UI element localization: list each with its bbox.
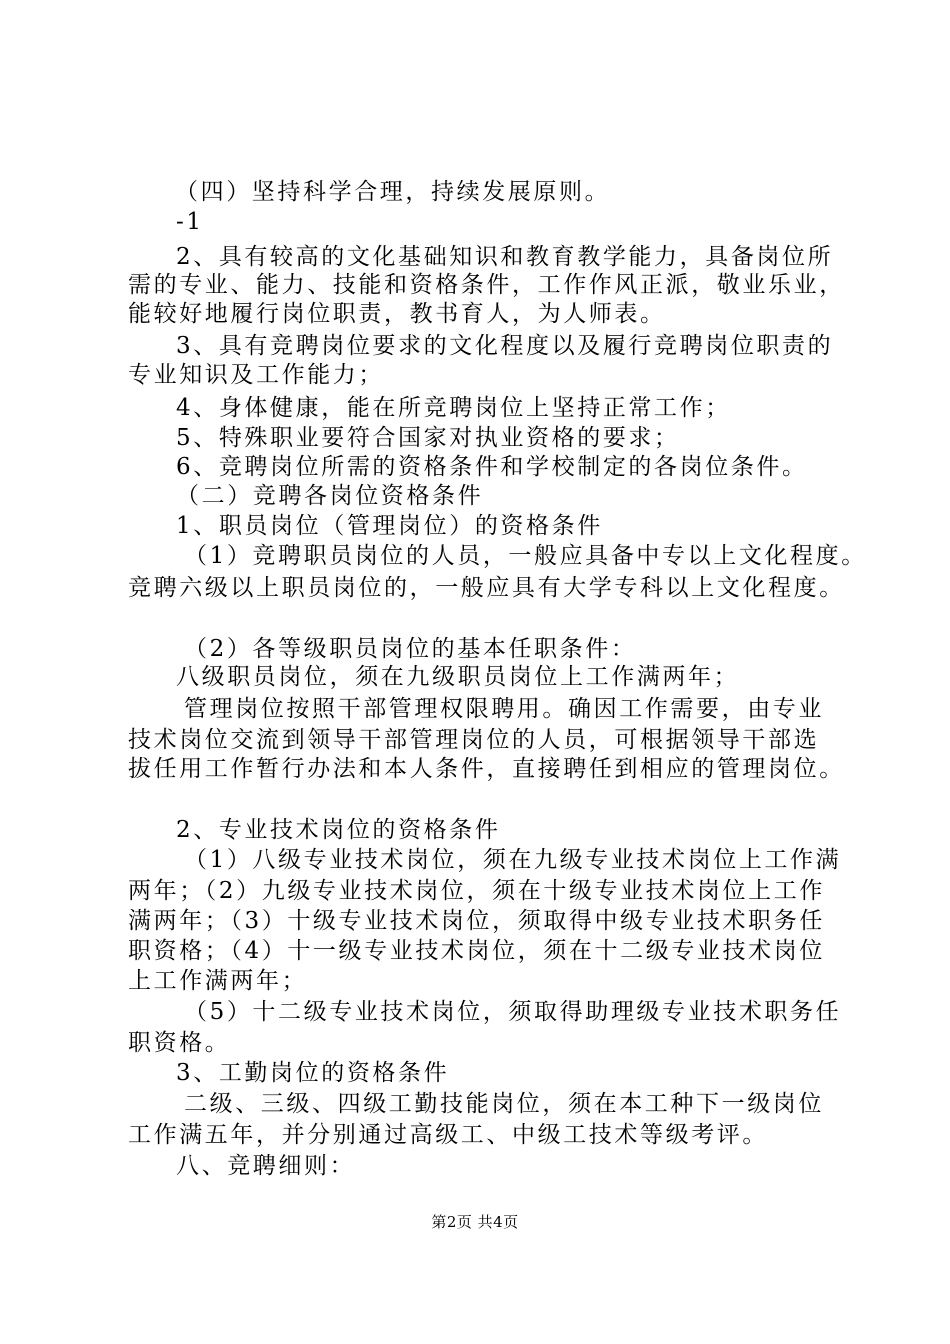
text-line: （5）十二级专业技术岗位，须取得助理级专业技术职务任 — [184, 999, 842, 1025]
text-line: 2、专业技术岗位的资格条件 — [176, 817, 501, 843]
text-line: 1、职员岗位（管理岗位）的资格条件 — [176, 513, 603, 539]
text-line: 工作满五年，并分别通过高级工、中级工技术等级考评。 — [128, 1122, 768, 1148]
text-line: （1）竞聘职员岗位的人员，一般应具备中专以上文化程度。 — [184, 543, 867, 569]
text-line: 2、具有较高的文化基础知识和教育教学能力，具备岗位所 — [176, 244, 834, 270]
text-line: 3、具有竞聘岗位要求的文化程度以及履行竞聘岗位职责的 — [176, 333, 834, 359]
text-line: 竞聘六级以上职员岗位的，一般应具有大学专科以上文化程度。 — [128, 575, 845, 601]
text-line: 4、身体健康，能在所竞聘岗位上坚持正常工作； — [176, 395, 731, 421]
text-line: 上工作满两年； — [128, 968, 308, 994]
text-line: （1）八级专业技术岗位，须在九级专业技术岗位上工作满 — [184, 847, 842, 873]
text-line: -1 — [176, 209, 204, 235]
text-line: 职资格。 — [128, 1030, 231, 1056]
text-line: （二）竞聘各岗位资格条件 — [176, 483, 484, 509]
text-line: 专业知识及工作能力； — [128, 362, 384, 388]
text-line: 职资格；（4）十一级专业技术岗位，须在十二级专业技术岗位 — [128, 938, 825, 964]
text-line: 3、工勤岗位的资格条件 — [176, 1060, 450, 1086]
text-line: 二级、三级、四级工勤技能岗位，须在本工种下一级岗位 — [184, 1091, 824, 1117]
text-line: 拔任用工作暂行办法和本人条件，直接聘任到相应的管理岗位。 — [128, 756, 845, 782]
text-line: （2）各等级职员岗位的基本任职条件： — [184, 636, 637, 662]
text-line: 两年；（2）九级专业技术岗位，须在十级专业技术岗位上工作 — [128, 878, 825, 904]
text-line: 八级职员岗位，须在九级职员岗位上工作满两年； — [176, 664, 740, 690]
page-number-footer: 第2页 共4页 — [431, 1213, 519, 1231]
text-line: 满两年；（3）十级专业技术岗位，须取得中级专业技术职务任 — [128, 908, 825, 934]
text-line: 八、竞聘细则： — [176, 1153, 356, 1179]
text-line: （四）坚持科学合理，持续发展原则。 — [175, 179, 611, 205]
text-line: 管理岗位按照干部管理权限聘用。确因工作需要，由专业 — [184, 696, 824, 722]
text-line: 6、竞聘岗位所需的资格条件和学校制定的各岗位条件。 — [176, 454, 808, 480]
text-line: 需的专业、能力、技能和资格条件，工作作风正派，敬业乐业， — [128, 272, 845, 298]
text-line: 5、特殊职业要符合国家对执业资格的要求； — [176, 425, 680, 451]
text-line: 能较好地履行岗位职责，教书育人，为人师表。 — [128, 301, 666, 327]
text-line: 技术岗位交流到领导干部管理岗位的人员，可根据领导干部选 — [128, 727, 820, 753]
